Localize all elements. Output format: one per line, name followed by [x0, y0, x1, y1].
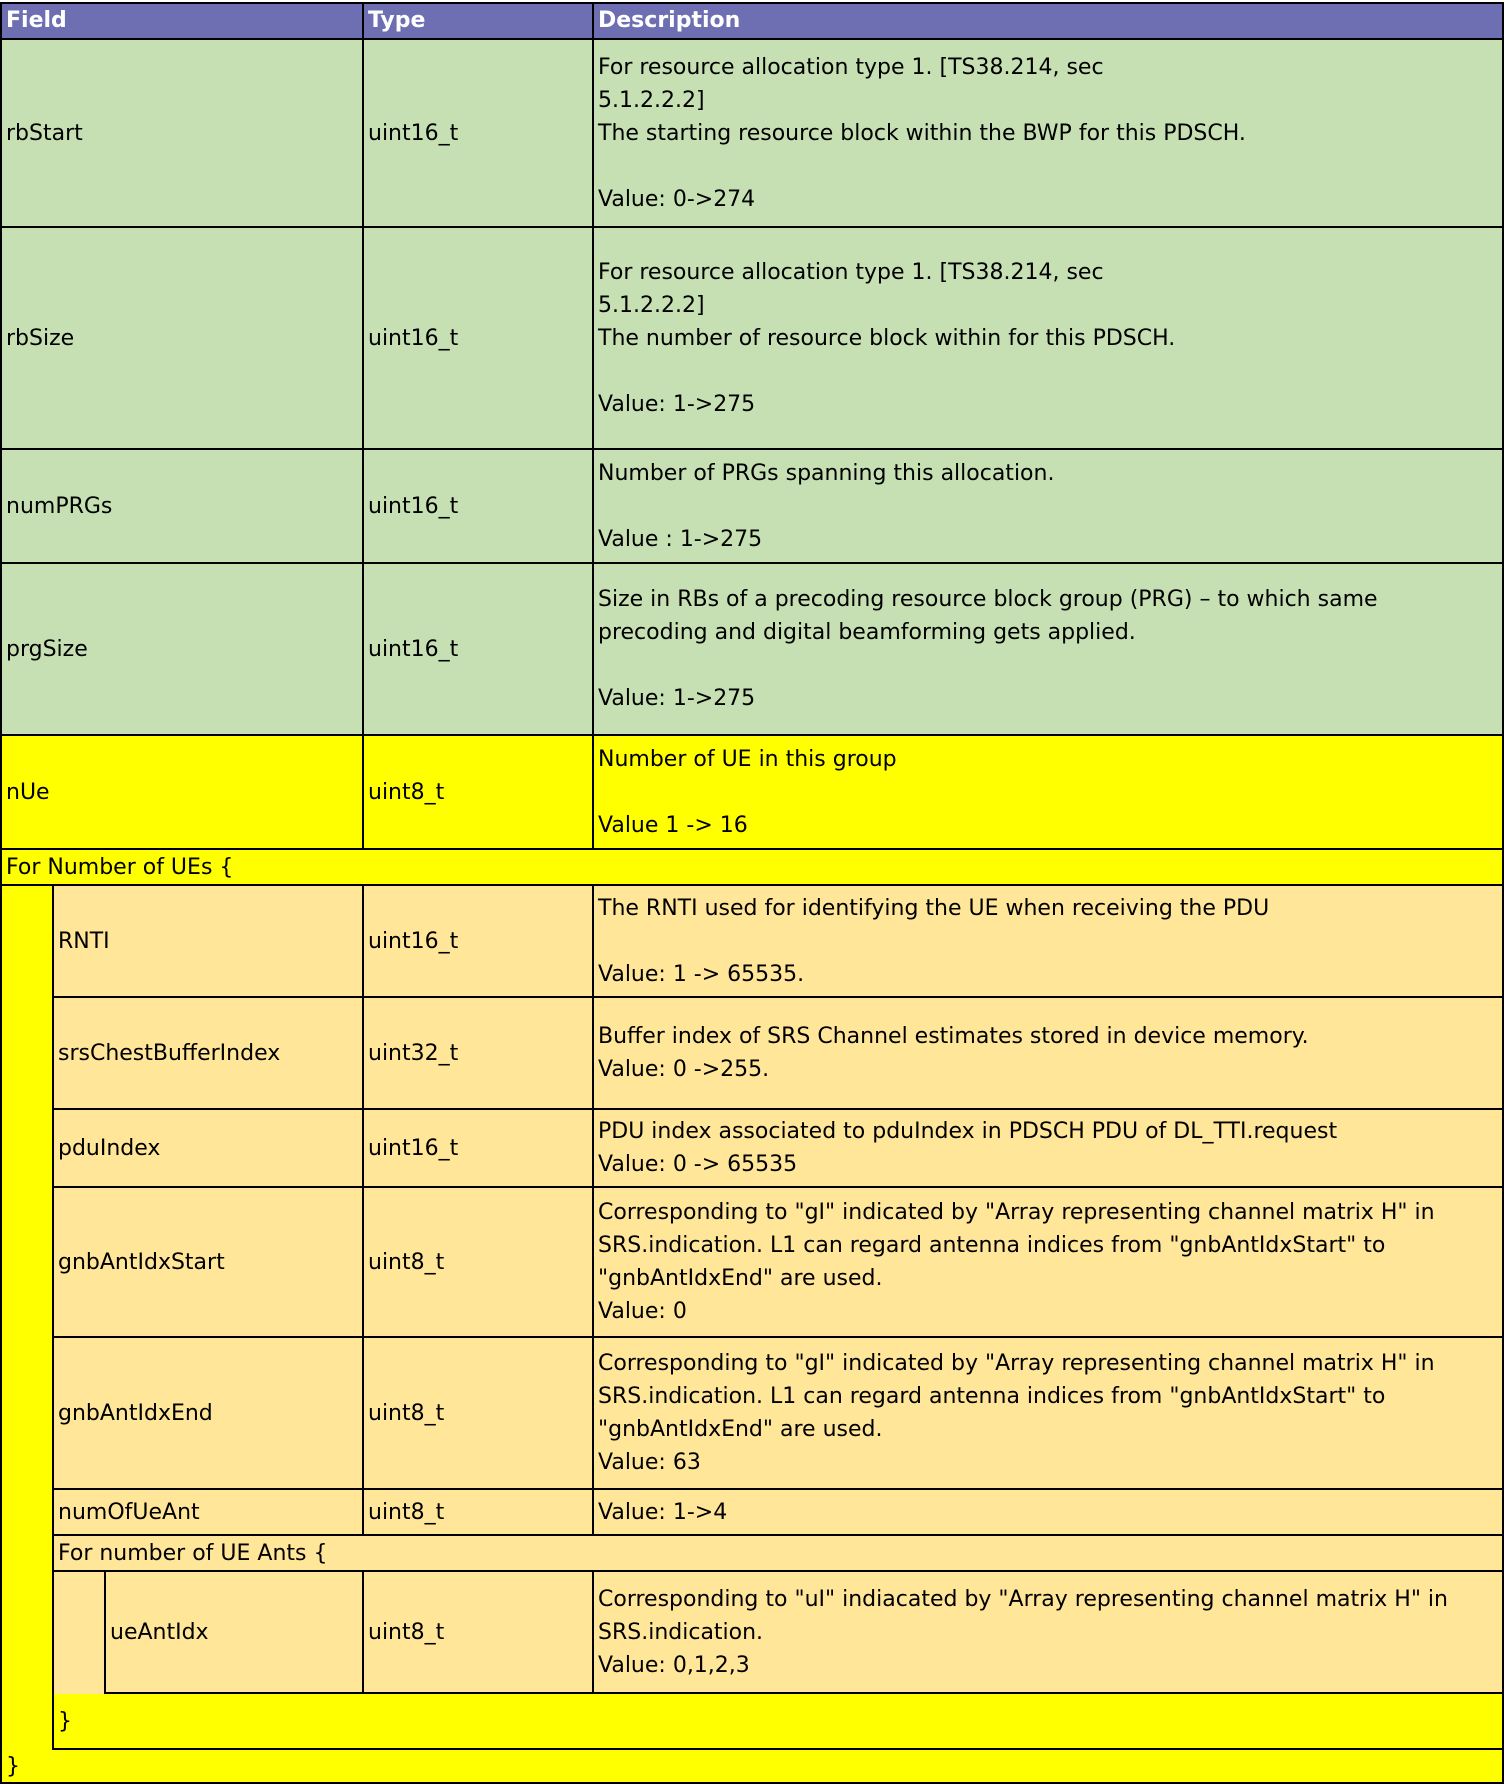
- type-cell: uint16_t: [364, 1110, 594, 1188]
- field-cell: gnbAntIdxEnd: [54, 1338, 364, 1490]
- description-cell: Value: 1->4: [594, 1490, 1504, 1536]
- type-cell: uint16_t: [364, 564, 594, 736]
- description-cell: Buffer index of SRS Channel estimates stored in device memory. Value: 0 ->255.: [594, 998, 1504, 1110]
- table-row: [54, 1188, 1504, 1338]
- ue-loop-open: For Number of UEs {: [2, 850, 1504, 886]
- field-cell: rbStart: [2, 40, 364, 228]
- description-cell: Corresponding to "gI" indicated by "Array representing channel matrix H" in SRS.indication. L1 can regard antenna indices from "gnbAntIdxStart" to "gnbAntIdxEnd" are used. Value: 63: [594, 1338, 1504, 1490]
- type-cell: uint8_t: [364, 1490, 594, 1536]
- table-row: [106, 1572, 1504, 1694]
- field-cell: numPRGs: [2, 450, 364, 564]
- description-cell: Corresponding to "uI" indiacated by "Array representing channel matrix H" in SRS.indication. Value: 0,1,2,3: [594, 1572, 1504, 1694]
- type-cell: uint8_t: [364, 1572, 594, 1694]
- field-cell: numOfUeAnt: [54, 1490, 364, 1536]
- ant-loop-close-row: [54, 1694, 1504, 1750]
- description-cell: Number of PRGs spanning this allocation. Value : 1->275: [594, 450, 1504, 564]
- field-cell: srsChestBufferIndex: [54, 998, 364, 1110]
- ant-loop-rows: [106, 1572, 1504, 1694]
- header-description: Description: [594, 4, 1504, 40]
- ue-loop-rows: [54, 886, 1504, 1750]
- field-cell: gnbAntIdxStart: [54, 1188, 364, 1338]
- header-field: Field: [2, 4, 364, 40]
- table-row: [54, 1490, 1504, 1536]
- parameter-table: [0, 2, 1504, 1784]
- table-row: [54, 1338, 1504, 1490]
- type-cell: uint16_t: [364, 886, 594, 998]
- description-cell: Number of UE in this group Value 1 -> 16: [594, 736, 1504, 850]
- table-row: [54, 1110, 1504, 1188]
- field-cell: RNTI: [54, 886, 364, 998]
- type-cell: uint16_t: [364, 228, 594, 450]
- field-cell: rbSize: [2, 228, 364, 450]
- ant-loop-indent: [54, 1572, 106, 1694]
- description-cell: For resource allocation type 1. [TS38.214, sec 5.1.2.2.2] The starting resource block within the BWP for this PDSCH. Value: 0->274: [594, 40, 1504, 228]
- ue-loop-indent: [2, 886, 54, 1750]
- type-cell: uint16_t: [364, 450, 594, 564]
- type-cell: uint32_t: [364, 998, 594, 1110]
- description-cell: Corresponding to "gI" indicated by "Array representing channel matrix H" in SRS.indication. L1 can regard antenna indices from "gnbAntIdxStart" to "gnbAntIdxEnd" are used. Value: 0: [594, 1188, 1504, 1338]
- type-cell: uint8_t: [364, 736, 594, 850]
- description-cell: PDU index associated to pduIndex in PDSCH PDU of DL_TTI.request Value: 0 -> 65535: [594, 1110, 1504, 1188]
- description-cell: For resource allocation type 1. [TS38.214, sec 5.1.2.2.2] The number of resource block within for this PDSCH. Value: 1->275: [594, 228, 1504, 450]
- ue-loop-open-row: [2, 850, 1504, 886]
- description-cell: Size in RBs of a precoding resource block group (PRG) – to which same precoding and digital beamforming gets applied. Value: 1->275: [594, 564, 1504, 736]
- ue-loop-close-row: [2, 1750, 1504, 1784]
- table-row: [54, 886, 1504, 998]
- type-cell: uint16_t: [364, 40, 594, 228]
- ue-loop-close: }: [2, 1750, 1504, 1784]
- field-cell: pduIndex: [54, 1110, 364, 1188]
- description-cell: The RNTI used for identifying the UE when receiving the PDU Value: 1 -> 65535.: [594, 886, 1504, 998]
- table-row: [2, 564, 1504, 736]
- field-cell: ueAntIdx: [106, 1572, 364, 1694]
- type-cell: uint8_t: [364, 1188, 594, 1338]
- field-cell: nUe: [2, 736, 364, 850]
- table-row: [54, 998, 1504, 1110]
- header-type: Type: [364, 4, 594, 40]
- page: [0, 2, 1504, 1784]
- table-row: [2, 450, 1504, 564]
- table-row: [2, 228, 1504, 450]
- table-header: [2, 4, 1504, 40]
- table-row: [2, 40, 1504, 228]
- ue-loop-body: [2, 886, 1504, 1750]
- ant-loop-open: For number of UE Ants {: [54, 1536, 1504, 1572]
- ant-loop-close: }: [54, 1694, 1504, 1750]
- type-cell: uint8_t: [364, 1338, 594, 1490]
- field-cell: prgSize: [2, 564, 364, 736]
- table-row: [2, 736, 1504, 850]
- ant-loop-open-row: [54, 1536, 1504, 1572]
- ant-loop-body: [54, 1572, 1504, 1694]
